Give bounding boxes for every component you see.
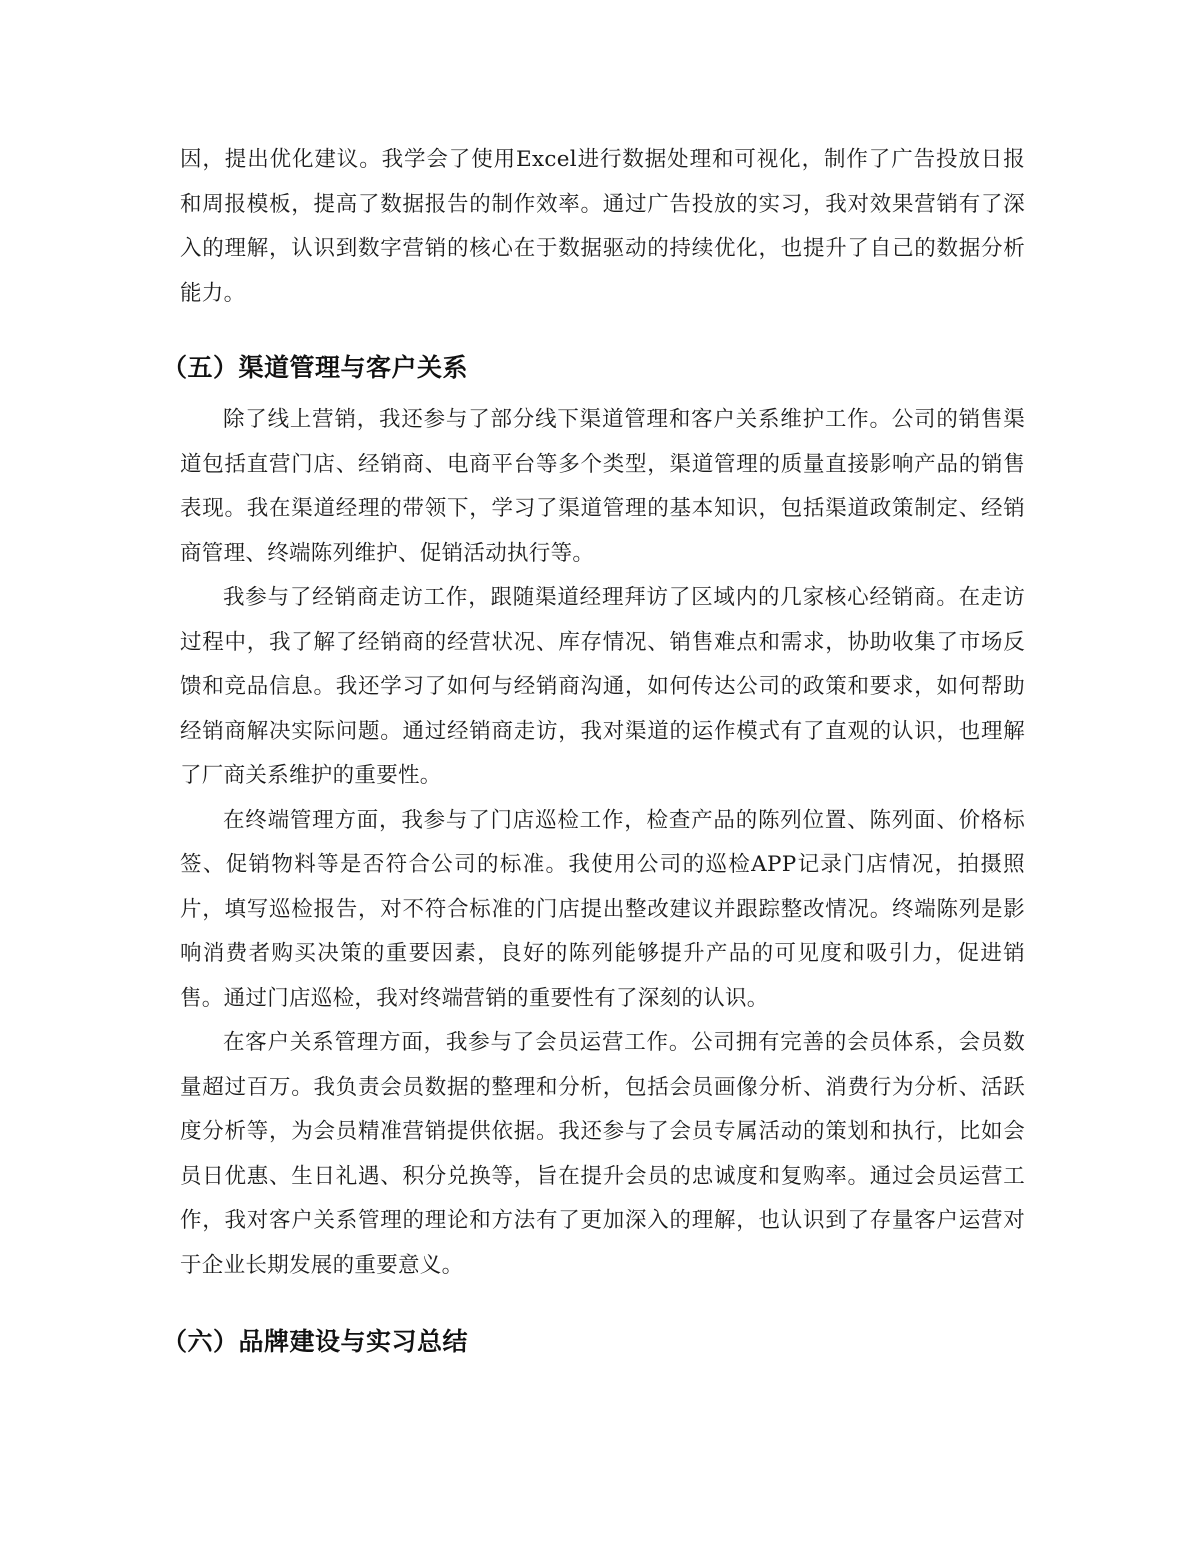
section-heading-five: （五）渠道管理与客户关系 (162, 353, 469, 382)
paragraph-dealer-visits: 我参与了经销商走访工作，跟随渠道经理拜访了区域内的几家核心经销商。在走访过程中，我了解了经销商的经营状况、库存情况、销售难点和需求，协助收集了市场反馈和竞品信息。我还学习了如何与经销商沟通，如何传达公司的政策和要求，如何帮助经销商解决实际问题。通过经销商走访，我对渠道的运作模式有了直观的认识，也理解了厂商关系维护的重要性。 (180, 585, 1025, 788)
paragraph-continued: 因，提出优化建议。我学会了使用Excel进行数据处理和可视化，制作了广告投放日报和周报模板，提高了数据报告的制作效率。通过广告投放的实习，我对效果营销有了深入的理解，认识到数字营销的核心在于数据驱动的持续优化，也提升了自己的数据分析能力。 (180, 147, 1025, 306)
paragraph-store-inspection: 在终端管理方面，我参与了门店巡检工作，检查产品的陈列位置、陈列面、价格标签、促销物料等是否符合公司的标准。我使用公司的巡检APP记录门店情况，拍摄照片，填写巡检报告，对不符合标准的门店提出整改建议并跟踪整改情况。终端陈列是影响消费者购买决策的重要因素，良好的陈列能够提升产品的可见度和吸引力，促进销售。通过门店巡检，我对终端营销的重要性有了深刻的认识。 (180, 807, 1025, 1011)
paragraph-member-operations: 在客户关系管理方面，我参与了会员运营工作。公司拥有完善的会员体系，会员数量超过百万。我负责会员数据的整理和分析，包括会员画像分析、消费行为分析、活跃度分析等，为会员精准营销提供依据。我还参与了会员专属活动的策划和执行，比如会员日优惠、生日礼遇、积分兑换等，旨在提升会员的忠诚度和复购率。通过会员运营工作，我对客户关系管理的理论和方法有了更加深入的理解，也认识到了存量客户运营对于企业长期发展的重要意义。 (180, 1030, 1025, 1278)
paragraph-channel-management: 除了线上营销，我还参与了部分线下渠道管理和客户关系维护工作。公司的销售渠道包括直营门店、经销商、电商平台等多个类型，渠道管理的质量直接影响产品的销售表现。我在渠道经理的带领下，学习了渠道管理的基本知识，包括渠道政策制定、经销商管理、终端陈列维护、促销活动执行等。 (180, 407, 1025, 566)
section-heading-six: （六）品牌建设与实习总结 (162, 1327, 469, 1356)
document-body (162, 138, 1025, 1362)
